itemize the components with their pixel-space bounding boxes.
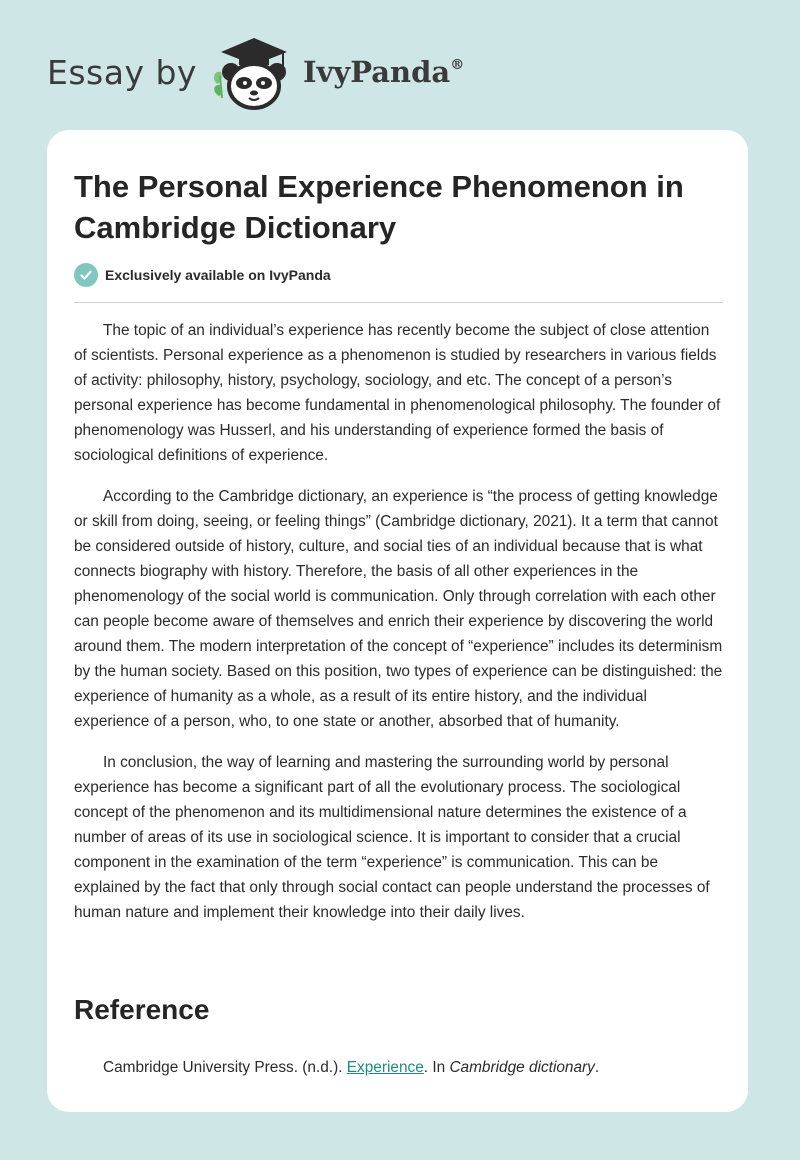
reference-prefix: Cambridge University Press. (n.d.). [103, 1059, 347, 1076]
brand-name[interactable] [303, 55, 464, 89]
paragraph-conclusion: In conclusion, the way of learning and mastering the surrounding world by personal experience has become a significant part of all the evolutionary process. The sociological concept of the phenomenon and its multidimensional nature determines the existence of a number of areas of its use in sociological science. It is important to consider that a crucial component in the examination of the term “experience” is communication. This can be explained by the fact that only through social contact can people understand the processes of human nature and implement their knowledge into their daily lives. [74, 754, 710, 921]
brand-name-text: IvyPanda [302, 55, 451, 89]
brand-prefix: Essay by [47, 52, 197, 92]
reference-heading: Reference [74, 994, 210, 1025]
badge-text: Exclusively available on IvyPanda [105, 267, 331, 283]
essay-card [47, 130, 748, 1112]
check-circle-icon [74, 263, 98, 287]
exclusive-badge [74, 263, 331, 287]
panda-with-graduation-cap-icon[interactable] [209, 32, 299, 112]
divider [74, 302, 723, 303]
reference-source: Cambridge dictionary [449, 1059, 595, 1076]
trademark-symbol: ® [450, 57, 465, 73]
site-header [47, 32, 527, 112]
essay-title: The Personal Experience Phenomenon in Cambridge Dictionary [74, 169, 684, 245]
paragraph-definition: According to the Cambridge dictionary, an experience is “the process of getting knowledge or skill from doing, seeing, or feeling things” (Cambridge dictionary, 2021). It a term that cannot be considered outside of history, culture, and social ties of an individual because that is what connects biography with history. Therefore, the basis of all other experiences in the phenomenology of the social world is communication. Only through correlation with each other can people become aware of themselves and enrich their experience by discovering the world around them. The modern interpretation of the concept of “experience” includes its determinism by the human society. Based on this position, two types of experience can be distinguished: the experience of humanity as a whole, as a result of its entire history, and the individual experience of a person, who, to one state or another, absorbed that of humanity. [74, 488, 723, 730]
reference-suffix: . [594, 1059, 600, 1076]
reference-middle: . In [423, 1059, 450, 1076]
reference-entry [103, 1055, 723, 1080]
reference-link[interactable]: Experience [346, 1059, 424, 1076]
essay-body [74, 318, 726, 941]
paragraph-intro: The topic of an individual’s experience has recently become the subject of close attention of scientists. Personal experience as a phenomenon is studied by researchers in various fields of activity: philosophy, history, psychology, sociology, and etc. The concept of a person’s personal experience has become fundamental in phenomenological philosophy. The founder of phenomenology was Husserl, and his understanding of experience formed the basis of sociological definitions of experience. [74, 322, 721, 464]
